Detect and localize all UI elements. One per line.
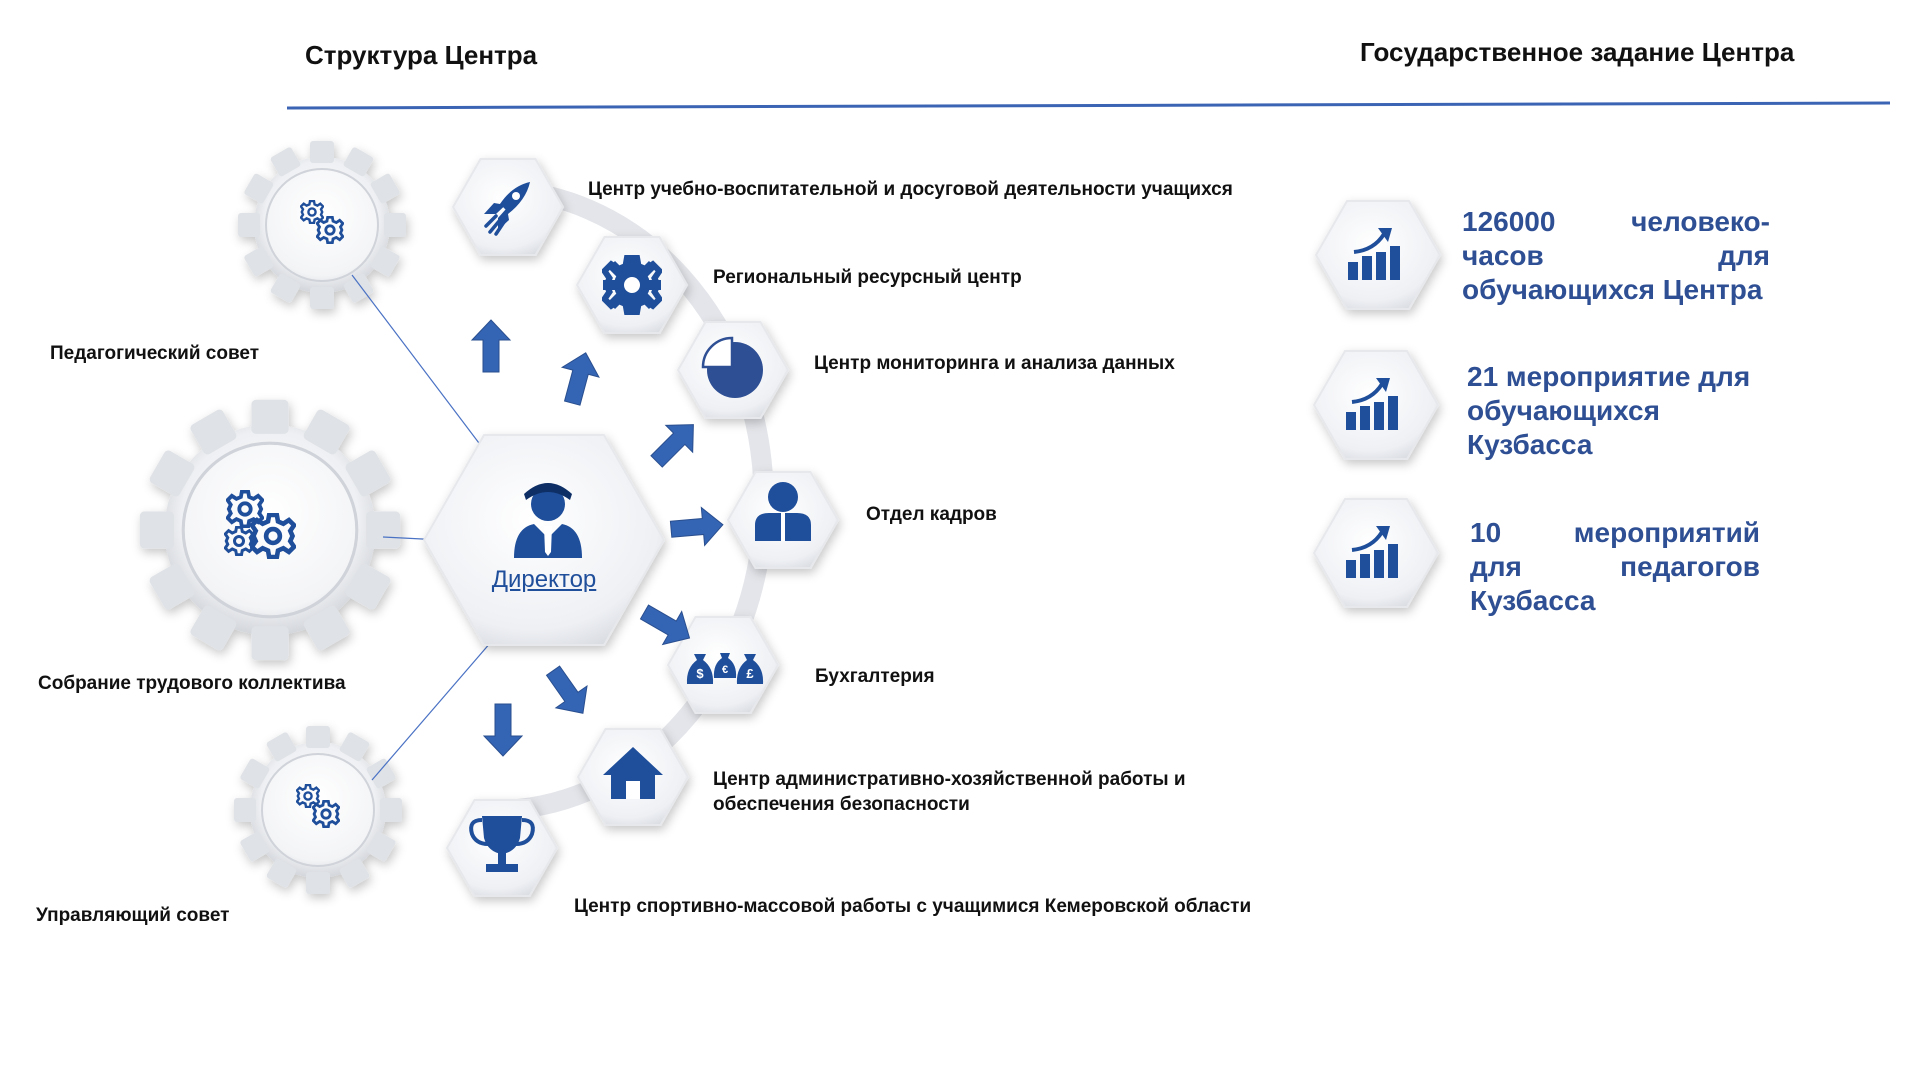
svg-text:£: £: [746, 666, 754, 681]
svg-text:$: $: [696, 666, 704, 681]
council-label-managing: Управляющий совет: [36, 905, 230, 926]
goal-line: обучающихся: [1467, 395, 1660, 427]
goal-line: 10 мероприятий: [1470, 517, 1760, 548]
block-arrow: [472, 320, 510, 372]
block-arrow: [554, 348, 604, 408]
council-label-pedagogical: Педагогический совет: [50, 343, 259, 364]
block-arrow: [538, 660, 599, 724]
goal-text: [1467, 360, 1761, 462]
managing-council-gear: [234, 726, 402, 894]
council-label-collective: Собрание трудового коллектива: [38, 673, 346, 694]
header-rule: [287, 103, 1890, 108]
structure-heading: Структура Центра: [305, 40, 538, 70]
goal-line: Кузбасса: [1470, 585, 1596, 617]
svg-text:€: €: [721, 664, 729, 676]
block-arrow: [643, 411, 707, 475]
gear-icon-fill: [603, 256, 661, 314]
goal-text: [1470, 516, 1760, 618]
goal-line: часов для: [1462, 240, 1770, 272]
department-label: Центр спортивно-массовой работы с учащимися Кемеровской области: [574, 896, 1252, 917]
goal-line: 21 мероприятие для: [1467, 361, 1751, 392]
department-label: Центр мониторинга и анализа данных: [814, 353, 1175, 374]
goal-line: Кузбасса: [1467, 429, 1593, 461]
goal-text: [1462, 205, 1770, 307]
department-label: Бухгалтерия: [815, 666, 935, 687]
state-task-heading: Государственное задание Центра: [1360, 37, 1795, 67]
pedagogical-council-gear: [238, 141, 406, 309]
director-label[interactable]: Директор: [491, 566, 597, 593]
department-label: Центр учебно-воспитательной и досуговой деятельности учащихся: [588, 179, 1233, 200]
block-arrow: [484, 704, 522, 756]
goal-line: 126000 человеко-: [1462, 206, 1770, 237]
department-label: Региональный ресурсный центр: [713, 267, 1022, 288]
department-label: Отдел кадров: [866, 504, 997, 525]
block-arrow: [669, 506, 724, 548]
council-arrow: [352, 275, 488, 455]
goal-line: для педагогов: [1470, 551, 1760, 583]
department-label: Центр административно-хозяйственной работы и обеспечения безопасности: [713, 769, 1186, 815]
goal-line: обучающихся Центра: [1462, 274, 1763, 306]
